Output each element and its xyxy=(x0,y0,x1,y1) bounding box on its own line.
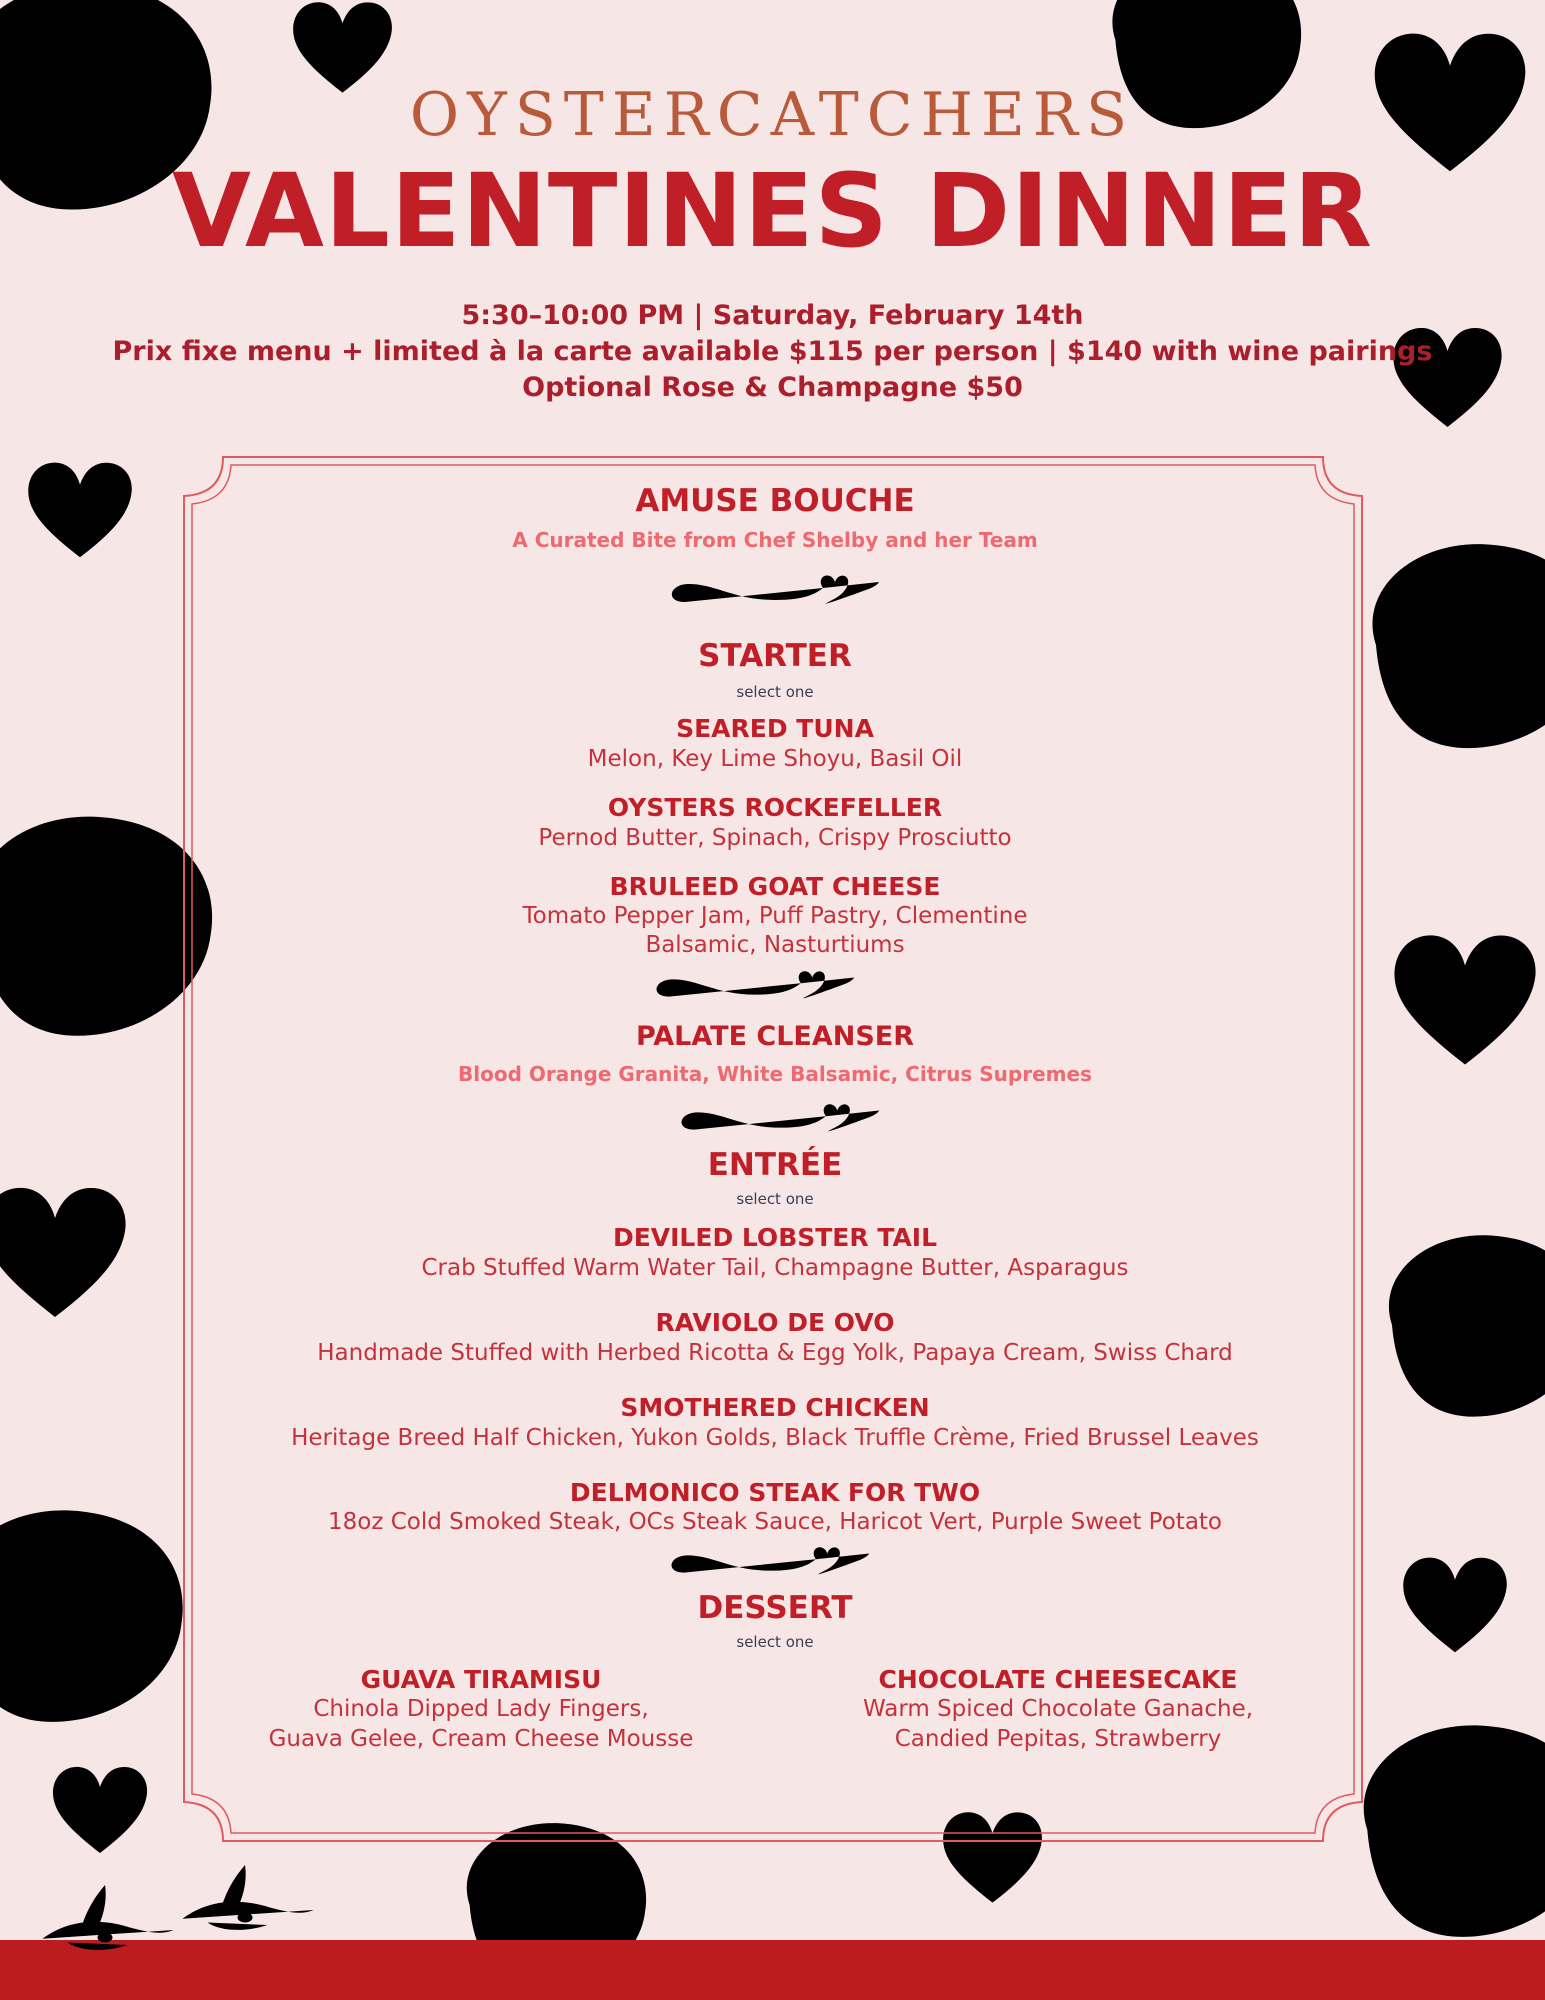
restaurant-name: OYSTERCATCHERS xyxy=(409,80,1136,150)
heart-icon xyxy=(25,460,135,560)
dessert-item-description: Chinola Dipped Lady Fingers, xyxy=(313,1696,649,1722)
entree-heading: ENTRÉE xyxy=(707,1147,843,1183)
dessert-heading: DESSERT xyxy=(697,1590,853,1626)
heart-icon xyxy=(1400,1555,1510,1655)
entree-item-name: RAVIOLO DE OVO xyxy=(655,1308,895,1337)
starter-item-description: Balsamic, Nasturtiums xyxy=(645,932,905,958)
starter-item-name: BRULEED GOAT CHEESE xyxy=(609,872,941,901)
event-addon: Optional Rose & Champagne $50 xyxy=(522,372,1023,403)
oystercatcher-bird-icon xyxy=(170,1840,320,1960)
dessert-item-description: Warm Spiced Chocolate Ganache, xyxy=(862,1696,1254,1722)
oyster-shell-illustration xyxy=(1340,480,1545,810)
event-pricing: Prix fixe menu + limited à la carte available $115 per person | $140 with wine pairings xyxy=(112,336,1433,367)
starter-item-description: Pernod Butter, Spinach, Crispy Prosciutto xyxy=(538,825,1012,851)
starter-item-description: Melon, Key Lime Shoyu, Basil Oil xyxy=(587,746,963,772)
starter-heading: STARTER xyxy=(698,638,852,674)
dessert-item-name: GUAVA TIRAMISU xyxy=(360,1665,602,1694)
swirl-heart-divider-icon xyxy=(665,568,885,618)
entree-item-description: Crab Stuffed Warm Water Tail, Champagne Butter, Asparagus xyxy=(421,1255,1129,1281)
entree-item-description: Heritage Breed Half Chicken, Yukon Golds, Black Truffle Crème, Fried Brussel Leaves xyxy=(291,1425,1259,1451)
heart-icon xyxy=(0,1185,130,1320)
amuse-bouche-heading: AMUSE BOUCHE xyxy=(635,483,915,519)
swirl-heart-divider-icon xyxy=(675,1097,885,1145)
heart-icon xyxy=(1390,930,1540,1070)
oyster-shell-illustration xyxy=(1360,1160,1545,1490)
swirl-heart-divider-icon xyxy=(665,1540,875,1588)
entree-item-description: 18oz Cold Smoked Steak, OCs Steak Sauce, Haricot Vert, Purple Sweet Potato xyxy=(327,1509,1223,1535)
event-info xyxy=(0,298,1545,406)
oyster-shell-illustration xyxy=(0,1450,200,1780)
entree-item-name: DELMONICO STEAK FOR TWO xyxy=(569,1478,981,1507)
starter-select-note: select one xyxy=(736,683,814,701)
dessert-item xyxy=(241,1665,721,1754)
dessert-select-note: select one xyxy=(736,1633,814,1651)
entree-item-name: DEVILED LOBSTER TAIL xyxy=(612,1223,938,1252)
palate-cleanser-description: Blood Orange Granita, White Balsamic, Citrus Supremes xyxy=(458,1062,1092,1086)
entree-select-note: select one xyxy=(736,1190,814,1208)
oystercatcher-bird-icon xyxy=(30,1850,180,1990)
dessert-item-description: Candied Pepitas, Strawberry xyxy=(894,1726,1222,1752)
heart-icon xyxy=(50,1765,150,1855)
starter-item-description: Tomato Pepper Jam, Puff Pastry, Clementine xyxy=(522,903,1028,929)
entree-item-description: Handmade Stuffed with Herbed Ricotta & Egg Yolk, Papaya Cream, Swiss Chard xyxy=(317,1340,1233,1366)
dessert-item-name: CHOCOLATE CHEESECAKE xyxy=(878,1665,1238,1694)
event-time: 5:30–10:00 PM | Saturday, February 14th xyxy=(461,300,1084,331)
dessert-item-description: Guava Gelee, Cream Cheese Mousse xyxy=(268,1726,694,1752)
entree-item-name: SMOTHERED CHICKEN xyxy=(620,1393,930,1422)
starter-item-name: SEARED TUNA xyxy=(676,714,874,743)
swirl-heart-divider-icon xyxy=(650,964,860,1012)
amuse-bouche-description: A Curated Bite from Chef Shelby and her Team xyxy=(512,528,1038,552)
starter-item-name: OYSTERS ROCKEFELLER xyxy=(607,793,943,822)
page-title: VALENTINES DINNER xyxy=(171,152,1374,271)
palate-cleanser-heading: PALATE CLEANSER xyxy=(635,1021,915,1052)
dessert-item xyxy=(818,1665,1298,1754)
